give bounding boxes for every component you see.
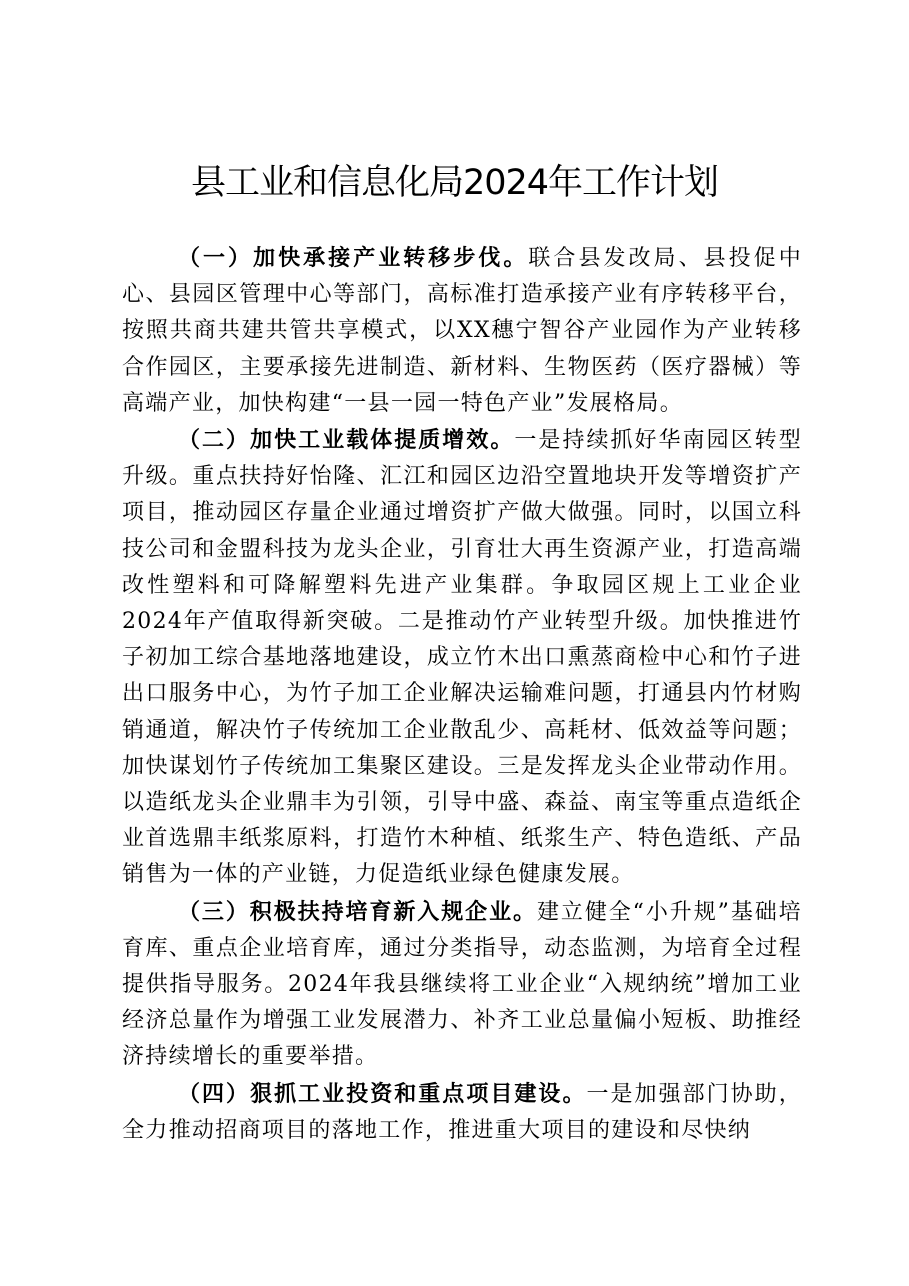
paragraph-3-heading: （三）积极扶持培育新入规企业。 <box>178 898 537 925</box>
document-title: 县工业和信息化局2024年工作计划 <box>190 163 719 203</box>
paragraph-4-text: 一是加强部门协助，全力推动招商项目的落地工作，推进重大项目的建设和尽快纳 <box>122 1081 802 1143</box>
paragraph-4-heading: （四）狠抓工业投资和重点项目建设。 <box>178 1080 587 1107</box>
paragraph-3 <box>122 894 802 1076</box>
paragraph-1-text: 联合县发改局、县投促中心、县园区管理中心等部门，高标准打造承接产业有序转移平台，按照共商共建共管共享模式，以XX穗宁智谷产业园作为产业转移合作园区，主要承接先进制造、新材料、生物医药（医疗器械）等高端产业，加快构建“一县一园一特色产业”发展格局。 <box>122 246 802 416</box>
paragraph-1-heading: （一）加快承接产业转移步伐。 <box>178 245 529 271</box>
paragraph-2 <box>122 422 802 894</box>
paragraph-4 <box>122 1076 802 1149</box>
paragraph-1 <box>122 240 802 422</box>
paragraph-3-text: 建立健全“小升规”基础培育库、重点企业培育库，通过分类指导，动态监测，为培育全过程提供指导服务。2024年我县继续将工业企业“入规纳统”增加工业经济总量作为增强工业发展潜力、补齐工业总量偏小短板、助推经济持续增长的重要举措。 <box>122 899 802 1070</box>
paragraph-2-text: 一是持续抓好华南园区转型升级。重点扶持好怡隆、汇江和园区边沿空置地块开发等增资扩产项目，推动园区存量企业通过增资扩产做大做强。同时，以国立科技公司和金盟科技为龙头企业，引育壮大再生资源产业，打造高端改性塑料和可降解塑料先进产业集群。争取园区规上工业企业2024年产值取得新突破。二是推动竹产业转型升级。加快推进竹子初加工综合基地落地建设，成立竹木出口熏蒸商检中心和竹子进出口服务中心，为竹子加工企业解决运输难问题，打通县内竹材购销通道，解决竹子传统加工企业散乱少、高耗材、低效益等问题；加快谋划竹子传统加工集聚区建设。三是发挥龙头企业带动作用。以造纸龙头企业鼎丰为引领，引导中盛、森益、南宝等重点造纸企业首选鼎丰纸浆原料，打造竹木种植、纸浆生产、特色造纸、产品销售为一体的产业链，力促造纸业绿色健康发展。 <box>122 428 802 888</box>
paragraph-2-heading: （二）加快工业载体提质增效。 <box>178 427 515 454</box>
document-body <box>122 240 802 1149</box>
